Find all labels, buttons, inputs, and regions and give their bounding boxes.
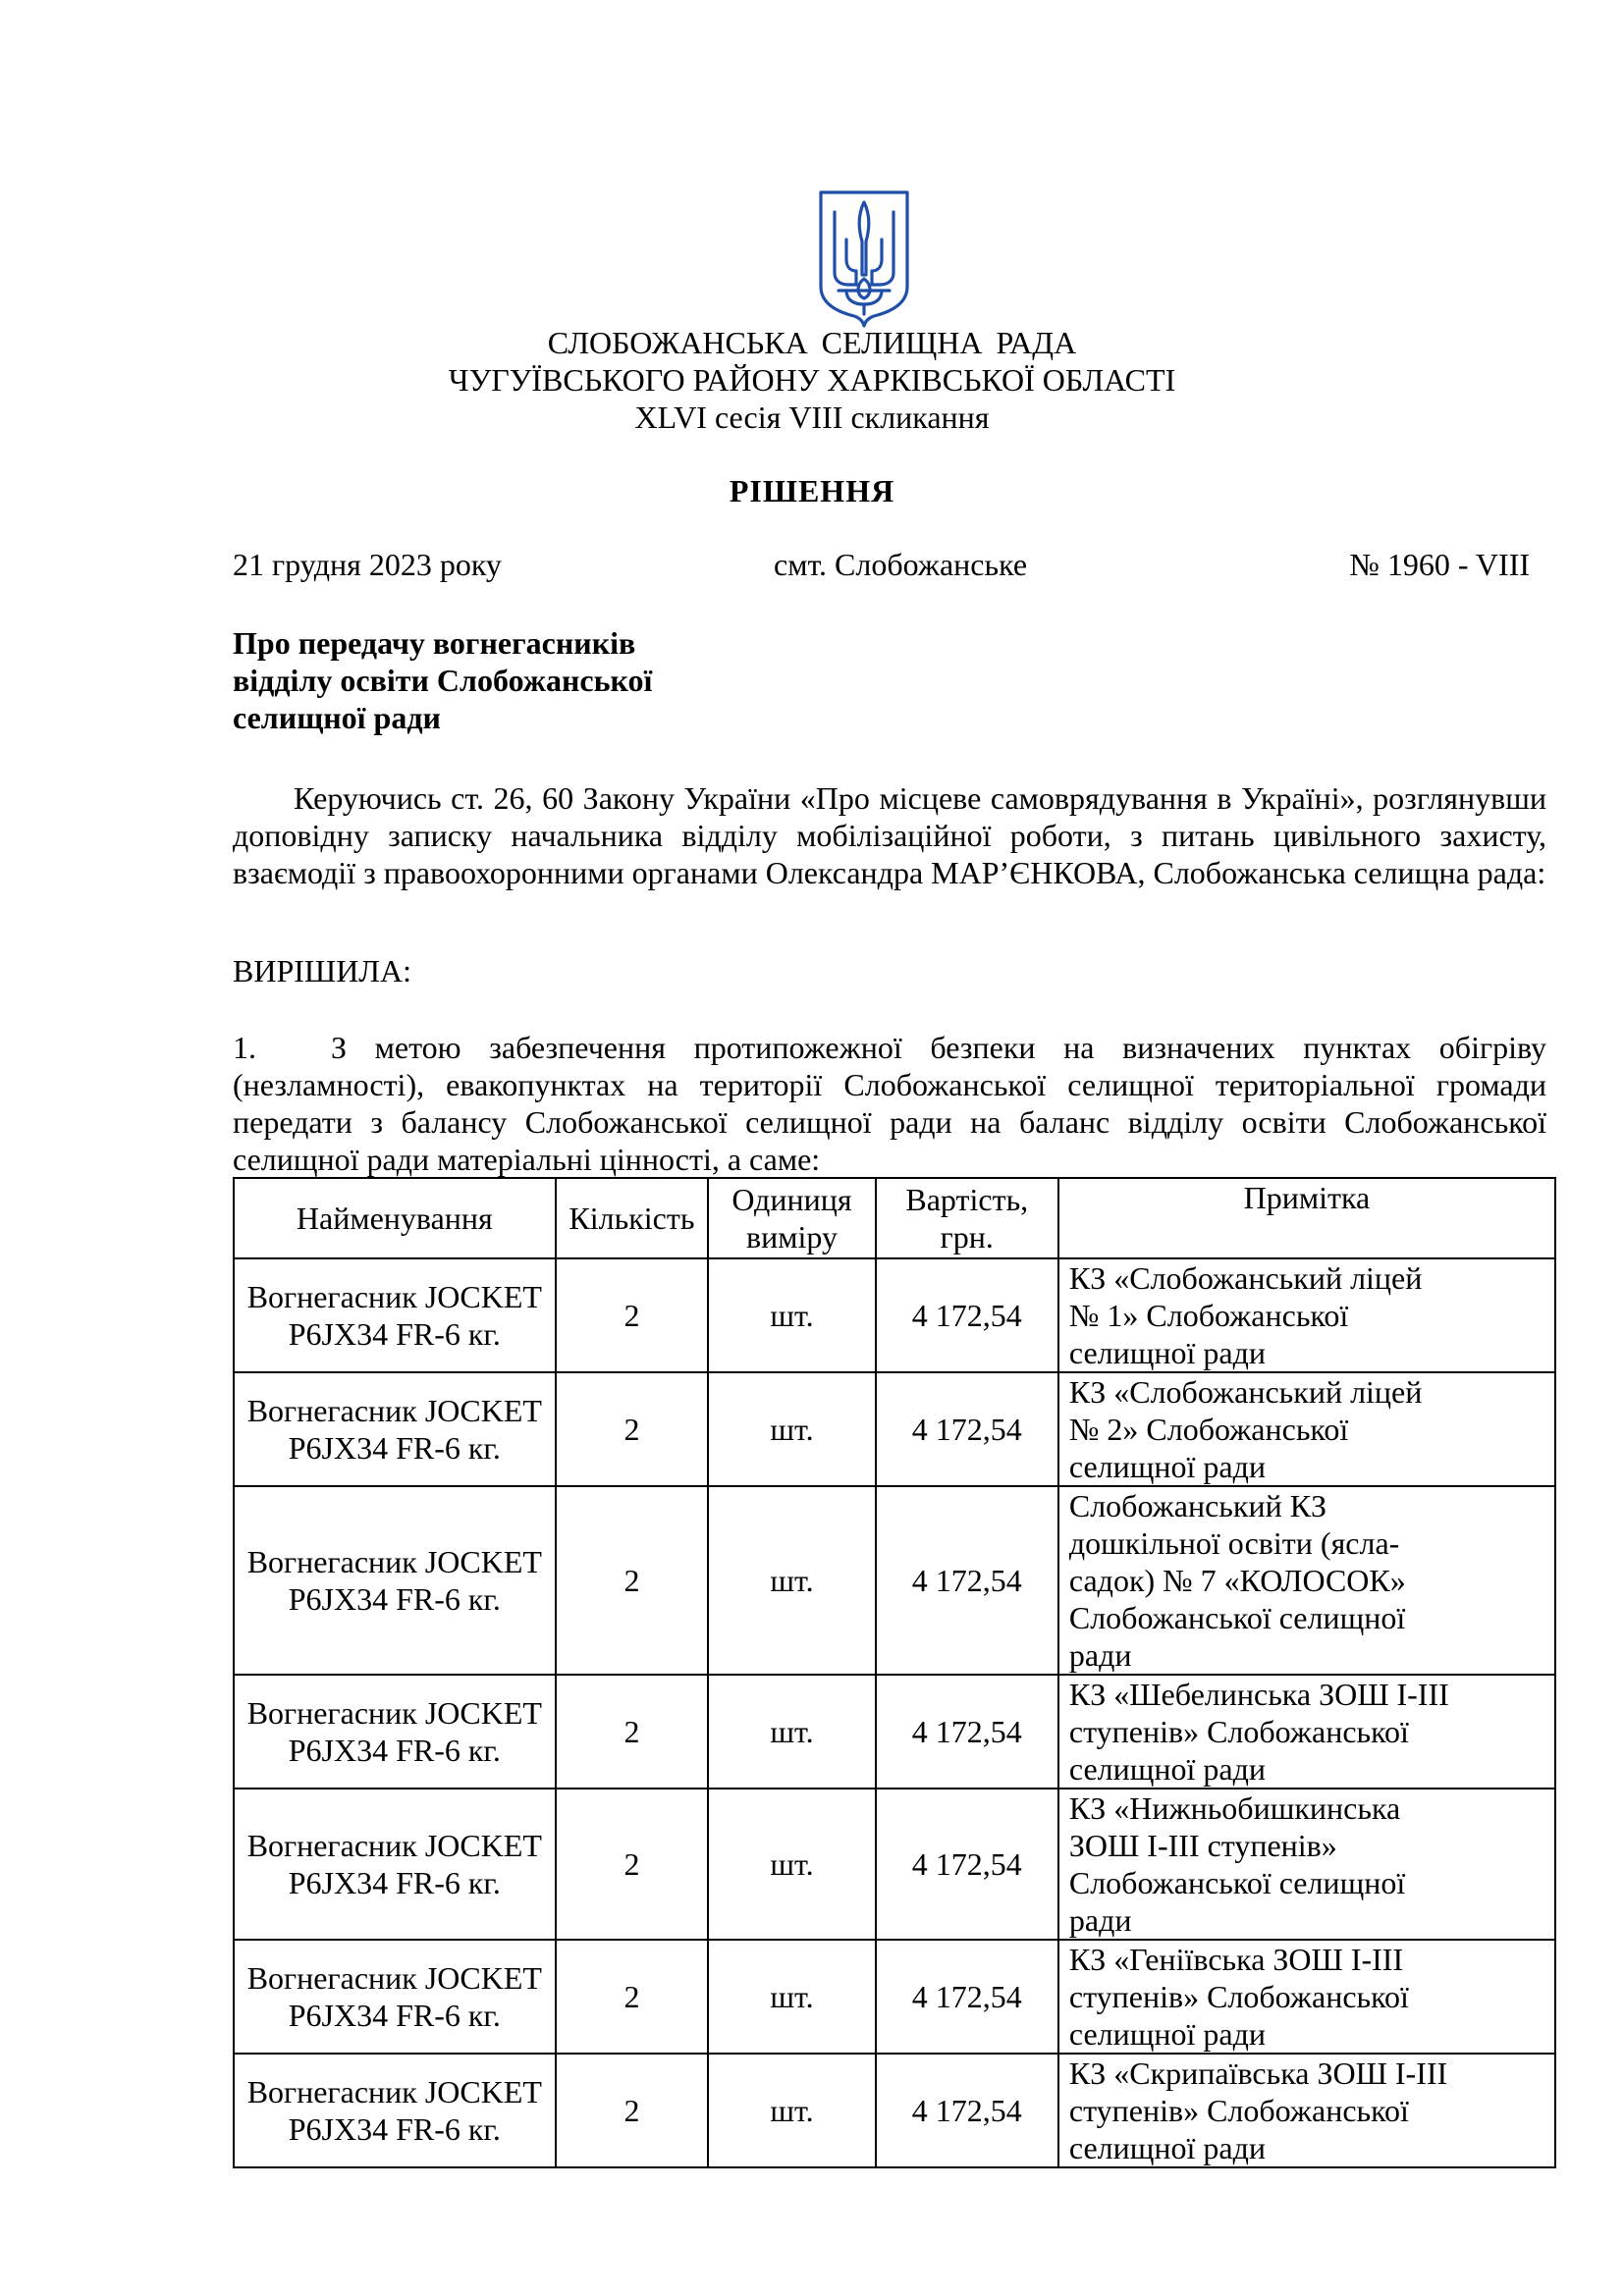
item-note-line: ради	[1068, 1637, 1132, 1673]
council-name: СЛОБОЖАНСЬКА СЕЛИЩНА РАДА	[547, 325, 1077, 360]
item-cost-cell: 4 172,54	[876, 1940, 1058, 2054]
item-note-line: Слобожанської селищної	[1068, 1600, 1406, 1635]
item-name-line: Вогнегасник JOCKET	[246, 1960, 542, 1996]
item-name-cell	[234, 1789, 556, 1940]
item-note-line: селищної ради	[1068, 1335, 1267, 1370]
item-name-cell	[234, 1372, 556, 1486]
item-name-line: Вогнегасник JOCKET	[246, 1544, 542, 1579]
item-note-cell	[1058, 1258, 1555, 1372]
items-table	[233, 1177, 1556, 2168]
item-unit-cell: шт.	[708, 1940, 875, 2054]
item-note-line: ЗОШ І-ІІІ ступенів»	[1068, 1828, 1337, 1863]
item-name-line: P6JX34 FR-6 кг.	[288, 1998, 501, 2033]
item-name-cell	[234, 1486, 556, 1675]
column-header-quantity: Кількість	[556, 1178, 709, 1258]
item-note-line: КЗ «Слобожанський ліцей	[1068, 1260, 1423, 1296]
item-name-line: P6JX34 FR-6 кг.	[288, 1430, 501, 1466]
subject-line: селищної ради	[233, 700, 441, 735]
item-name-line: Вогнегасник JOCKET	[246, 1279, 542, 1314]
item-name-line: Вогнегасник JOCKET	[246, 1695, 542, 1731]
item-unit-cell: шт.	[708, 1675, 875, 1789]
item-note-line: ради	[1068, 1902, 1132, 1938]
item-note-line: селищної ради	[1068, 1751, 1267, 1787]
item-name-cell	[234, 1258, 556, 1372]
item-name-line: P6JX34 FR-6 кг.	[288, 2111, 501, 2147]
item-name-line: P6JX34 FR-6 кг.	[288, 1733, 501, 1768]
item-note-cell	[1058, 1940, 1555, 2054]
table-row	[234, 1675, 1555, 1789]
item-number: 1.	[233, 1030, 256, 1065]
header-line: грн.	[940, 1219, 994, 1255]
item-quantity-cell: 2	[556, 1940, 709, 2054]
item-quantity-cell: 2	[556, 1486, 709, 1675]
table-header-row	[234, 1178, 1555, 1258]
table-row	[234, 1258, 1555, 1372]
item-name-line: Вогнегасник JOCKET	[246, 1828, 542, 1863]
item-cost-cell: 4 172,54	[876, 1258, 1058, 1372]
item-quantity-cell: 2	[556, 1372, 709, 1486]
decision-date: 21 грудня 2023 року	[233, 547, 502, 582]
decision-number: № 1960 - VIII	[1349, 547, 1530, 582]
item-name-cell	[234, 1940, 556, 2054]
item-cost-cell: 4 172,54	[876, 1372, 1058, 1486]
column-header-name: Найменування	[234, 1178, 556, 1258]
item-quantity-cell: 2	[556, 1258, 709, 1372]
item-cost-cell: 4 172,54	[876, 1789, 1058, 1940]
item-note-line: селищної ради	[1068, 1449, 1267, 1484]
decision-subject	[233, 624, 652, 736]
item-note-line: КЗ «Шебелинська ЗОШ І-ІІІ	[1068, 1677, 1449, 1712]
council-district: ЧУГУЇВСЬКОГО РАЙОНУ ХАРКІВСЬКОЇ ОБЛАСТІ	[448, 362, 1176, 398]
decided-heading: ВИРІШИЛА:	[233, 953, 411, 988]
decision-place: смт. Слобожанське	[774, 547, 1028, 582]
item-name-line: P6JX34 FR-6 кг.	[288, 1865, 501, 1900]
table-row	[234, 1372, 1555, 1486]
item-unit-cell: шт.	[708, 1789, 875, 1940]
item-note-line: селищної ради	[1068, 2016, 1267, 2052]
column-header-cost	[876, 1178, 1058, 1258]
session-info: XLVI сесія VIII скликання	[634, 400, 990, 435]
item-name-cell	[234, 1675, 556, 1789]
item-note-line: № 2» Слобожанської	[1068, 1412, 1349, 1447]
preamble-paragraph: Керуючись ст. 26, 60 Закону України «Про місцеве самоврядування в Україні», розглянувши доповідну записку начальника відділу мобілізаційної роботи, з питань цивільного захисту, взаємодії з правоохоронними органами Олександра МАР’ЄНКОВА, Слобожанська селищна рада:	[233, 780, 1546, 890]
item-unit-cell: шт.	[708, 1372, 875, 1486]
item-note-line: садок) № 7 «КОЛОСОК»	[1068, 1563, 1406, 1598]
item-note-line: ступенів» Слобожанської	[1068, 1714, 1409, 1749]
item-note-line: Слобожанської селищної	[1068, 1865, 1406, 1900]
subject-line: Про передачу вогнегасників	[233, 625, 636, 661]
item-note-line: КЗ «Скрипаївська ЗОШ І-ІІІ	[1068, 2056, 1448, 2091]
item-unit-cell: шт.	[708, 1486, 875, 1675]
item-note-cell	[1058, 1675, 1555, 1789]
item-note-line: ступенів» Слобожанської	[1068, 2093, 1409, 2128]
subject-line: відділу освіти Слобожанської	[233, 663, 653, 698]
header-line: Одиниця	[731, 1182, 852, 1217]
item-note-cell	[1058, 2054, 1555, 2167]
item-cost-cell: 4 172,54	[876, 1486, 1058, 1675]
item-note-line: дошкільної освіти (ясла-	[1068, 1525, 1400, 1561]
item-unit-cell: шт.	[708, 1258, 875, 1372]
ukraine-trident-emblem-icon	[817, 188, 911, 328]
item-note-cell	[1058, 1372, 1555, 1486]
header-line: виміру	[745, 1219, 838, 1255]
item-note-line: Слобожанський КЗ	[1068, 1488, 1327, 1523]
item-text: З метою забезпечення протипожежної безпеки на визначених пунктах обігріву (незламності), евакопунктах на території Слобожанської селищної територіальної громади передати з балансу Слобожанської селищної ради на баланс відділу освіти Слобожанської селищної ради матеріальні цінності, а саме:	[233, 1030, 1546, 1177]
column-header-note: Примітка	[1058, 1178, 1555, 1258]
item-name-line: Вогнегасник JOCKET	[246, 2074, 542, 2109]
item-name-line: P6JX34 FR-6 кг.	[288, 1581, 501, 1617]
column-header-unit	[708, 1178, 875, 1258]
table-body	[234, 1258, 1555, 2167]
item-cost-cell: 4 172,54	[876, 1675, 1058, 1789]
item-note-line: КЗ «Слобожанський ліцей	[1068, 1374, 1423, 1410]
item-name-line: P6JX34 FR-6 кг.	[288, 1316, 501, 1352]
item-cost-cell: 4 172,54	[876, 2054, 1058, 2167]
item-note-cell	[1058, 1486, 1555, 1675]
table-row	[234, 1486, 1555, 1675]
table-row	[234, 1940, 1555, 2054]
item-note-line: селищної ради	[1068, 2130, 1267, 2165]
item-note-line: № 1» Слобожанської	[1068, 1298, 1349, 1333]
document-title: РІШЕННЯ	[729, 473, 895, 508]
header-line: Вартість,	[905, 1182, 1029, 1217]
item-name-cell	[234, 2054, 556, 2167]
item-quantity-cell: 2	[556, 1675, 709, 1789]
item-name-line: Вогнегасник JOCKET	[246, 1393, 542, 1428]
item-note-line: КЗ «Нижньобишкинська	[1068, 1790, 1401, 1826]
table-row	[234, 1789, 1555, 1940]
item-unit-cell: шт.	[708, 2054, 875, 2167]
item-quantity-cell: 2	[556, 1789, 709, 1940]
item-quantity-cell: 2	[556, 2054, 709, 2167]
item-note-line: КЗ «Геніївська ЗОШ І-ІІІ	[1068, 1942, 1404, 1977]
item-note-cell	[1058, 1789, 1555, 1940]
item-note-line: ступенів» Слобожанської	[1068, 1979, 1409, 2014]
decision-item-1	[233, 1029, 1546, 1178]
table-row	[234, 2054, 1555, 2167]
